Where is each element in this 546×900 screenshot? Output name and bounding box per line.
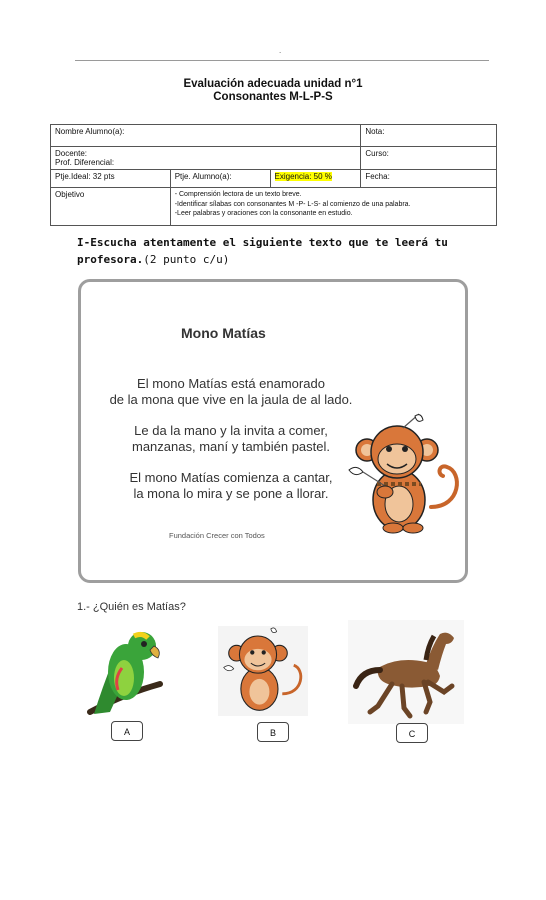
option-b-button[interactable]: B [257,722,289,742]
story-line: El mono Matías está enamorado [137,376,325,391]
requirement-cell [270,170,361,188]
monkey-illustration [341,412,467,538]
section1-points: (2 punto c/u) [143,253,230,266]
story-box [78,279,468,583]
grade-cell[interactable]: Nota: [361,125,497,147]
objective-list [170,188,496,226]
requirement-highlight: Exigencia: 50 % [274,172,332,181]
story-line: El mono Matías comienza a cantar, [129,470,333,485]
page-subtitle: Consonantes M-L-P-S [213,91,333,103]
student-name-cell[interactable]: Nombre Alumno(a): [51,125,361,147]
monkey-image[interactable] [215,626,311,716]
header-rule [75,60,489,61]
student-info-table [50,124,497,226]
header-dot: . [279,46,282,55]
objective-item: -Identificar sílabas con consonantes M -P- L-S- al comienzo de una palabra. [174,200,411,208]
story-title: Mono Matías [181,325,266,341]
student-score-cell[interactable]: Ptje. Alumno(a): [170,170,270,188]
parrot-image[interactable] [84,628,166,718]
section1-instruction: I-Escucha atentamente el siguiente texto que te leerá tu profesora. [77,236,448,266]
objective-item: - Comprensión lectora de un texto breve. [174,191,302,198]
question1-text: 1.- ¿Quién es Matías? [77,601,186,613]
objective-item: -Leer palabras y oraciones con la consonante en estudio. [174,210,353,217]
special-teacher-label: Prof. Diferencial: [55,158,115,167]
objective-label-cell: Objetivo [51,188,171,226]
section1-heading [77,234,477,268]
page-title: Evaluación adecuada unidad n°1 [183,78,363,90]
teacher-cell[interactable] [51,147,361,170]
story-line: de la mona que vive en la jaula de al lado. [109,392,353,407]
teacher-label: Docente: [55,149,88,158]
horse-image[interactable] [348,620,464,724]
story-line: Le da la mano y la invita a comer, [134,423,328,438]
ideal-score-cell: Ptje.Ideal: 32 pts [51,170,171,188]
story-credit: Fundación Crecer con Todos [169,531,265,540]
story-line: la mona lo mira y se pone a llorar. [133,486,329,501]
option-a-button[interactable]: A [111,721,143,741]
course-cell[interactable]: Curso: [361,147,497,170]
story-line: manzanas, maní y también pastel. [132,439,330,454]
option-c-button[interactable]: C [396,723,428,743]
date-cell[interactable]: Fecha: [361,170,497,188]
